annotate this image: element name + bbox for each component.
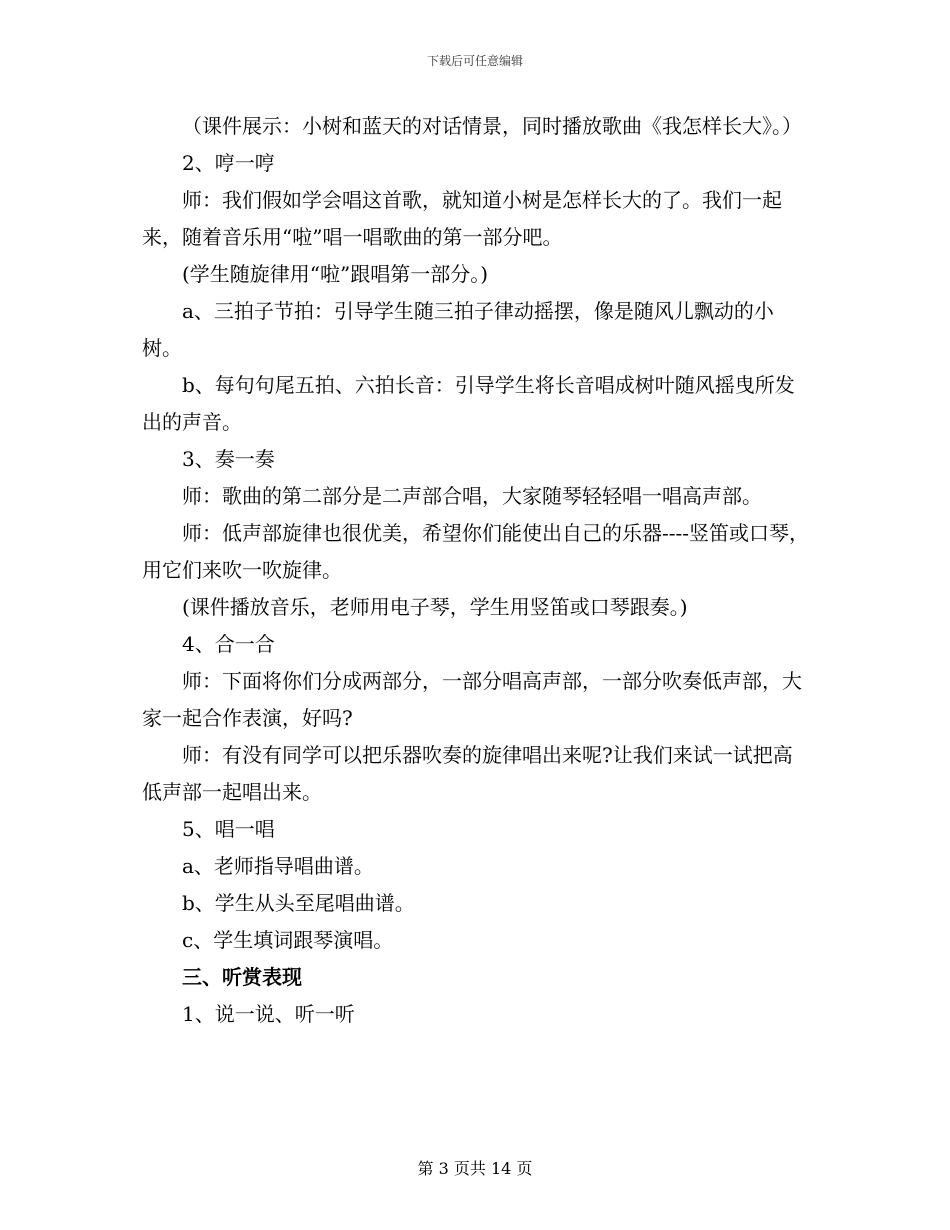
heading-hum: 2、哼一哼 bbox=[182, 151, 275, 175]
paragraph-low-part: 师：低声部旋律也很优美，希望你们能使出自己的乐器----竖笛或口琴，用它们来吹一吹旋律。 bbox=[142, 521, 810, 582]
paragraph-teacher-sing: 师：我们假如学会唱这首歌，就知道小树是怎样长大的了。我们一起来，随着音乐用“啦”唱一唱歌曲的第一部分吧。 bbox=[142, 188, 782, 249]
paragraph-two-part: 师：歌曲的第二部分是二声部合唱，大家随琴轻轻唱一唱高声部。 bbox=[182, 484, 762, 508]
paragraph-courseware-music: (课件播放音乐，老师用电子琴，学生用竖笛或口琴跟奏。) bbox=[182, 595, 688, 619]
heading-combine: 4、合一合 bbox=[182, 632, 275, 656]
list-item-c: c、学生填词跟琴演唱。 bbox=[182, 928, 394, 952]
paragraph-courseware-display: （课件展示：小树和蓝天的对话情景，同时播放歌曲《我怎样长大》。） bbox=[182, 114, 802, 138]
section-heading-listen: 三、听赏表现 bbox=[182, 965, 302, 989]
list-item-a: a、老师指导唱曲谱。 bbox=[182, 854, 374, 878]
document-body bbox=[142, 108, 812, 1033]
paragraph-students-follow: (学生随旋律用“啦”跟唱第一部分。) bbox=[182, 262, 489, 286]
list-item-b: b、学生从头至尾唱曲谱。 bbox=[182, 891, 415, 915]
heading-play: 3、奏一奏 bbox=[182, 447, 275, 471]
heading-say-listen: 1、说一说、听一听 bbox=[182, 1002, 355, 1026]
paragraph-split-groups: 师：下面将你们分成两部分，一部分唱高声部，一部分吹奏低声部，大家一起合作表演，好吗? bbox=[142, 669, 802, 730]
page-header: 下载后可任意编辑 bbox=[426, 54, 523, 68]
heading-sing: 5、唱一唱 bbox=[182, 817, 275, 841]
paragraph-sing-together: 师：有没有同学可以把乐器吹奏的旋律唱出来呢?让我们来试一试把高低声部一起唱出来。 bbox=[142, 743, 793, 804]
paragraph-long-notes: b、每句句尾五拍、六拍长音：引导学生将长音唱成树叶随风摇曳所发出的声音。 bbox=[142, 373, 795, 434]
paragraph-three-beat: a、三拍子节拍：引导学生随三拍子律动摇摆，像是随风儿飘动的小树。 bbox=[142, 299, 774, 360]
page-footer: 第 3 页共 14 页 bbox=[417, 1159, 533, 1178]
